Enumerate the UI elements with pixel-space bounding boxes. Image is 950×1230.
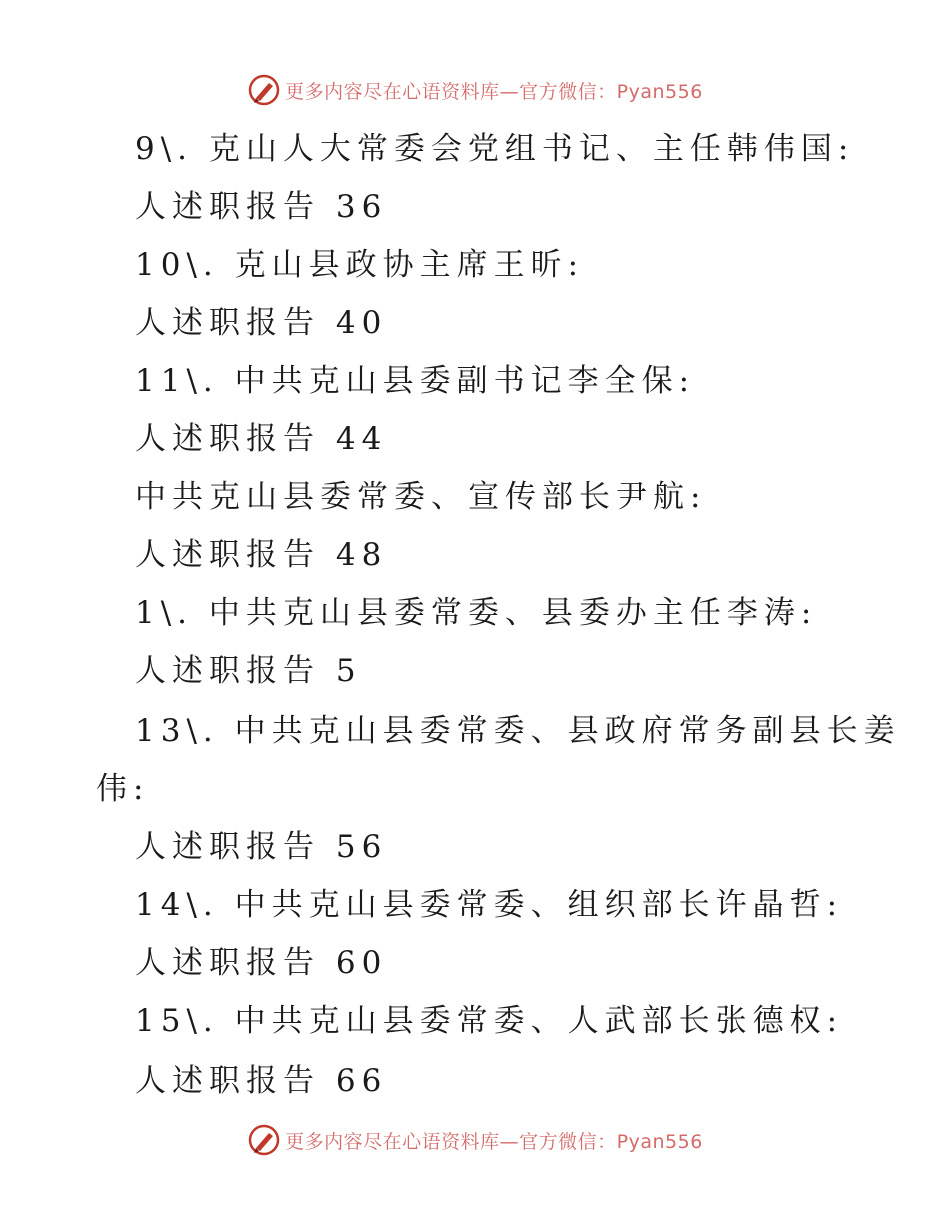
toc-entry-page: 人述职报告 66	[135, 1063, 388, 1099]
toc-entry-title-continued: 伟:	[96, 771, 150, 807]
toc-entry-title: 13\. 中共克山县委常委、县政府常务副县长姜	[135, 713, 901, 749]
toc-entry-page: 人述职报告 40	[135, 305, 388, 341]
toc-entry-title: 14\. 中共克山县委常委、组织部长许晶哲:	[135, 887, 844, 923]
toc-entry-title: 中共克山县委常委、宣传部长尹航:	[135, 479, 707, 515]
watermark-text: 更多内容尽在心语资料库—官方微信：Pyan556	[285, 1130, 703, 1153]
toc-entry-title: 10\. 克山县政协主席王昕:	[135, 247, 585, 283]
toc-entry-page: 人述职报告 36	[135, 189, 388, 225]
toc-entry-title: 15\. 中共克山县委常委、人武部长张德权:	[135, 1003, 844, 1039]
toc-entry-page: 人述职报告 48	[135, 537, 388, 573]
toc-entry-page: 人述职报告 5	[135, 653, 362, 689]
toc-entry-title: 9\. 克山人大常委会党组书记、主任韩伟国:	[135, 131, 855, 167]
watermark-text: 更多内容尽在心语资料库—官方微信：Pyan556	[285, 80, 703, 103]
toc-entry-page: 人述职报告 44	[135, 421, 388, 457]
pen-logo-icon	[247, 1123, 281, 1157]
header-watermark	[0, 72, 950, 108]
footer-watermark	[0, 1122, 950, 1158]
pen-logo-icon	[247, 73, 281, 107]
toc-entry-page: 人述职报告 56	[135, 829, 388, 865]
toc-entry-page: 人述职报告 60	[135, 945, 388, 981]
toc-entry-title: 11\. 中共克山县委副书记李全保:	[135, 363, 696, 399]
toc-entry-title: 1\. 中共克山县委常委、县委办主任李涛:	[135, 595, 818, 631]
